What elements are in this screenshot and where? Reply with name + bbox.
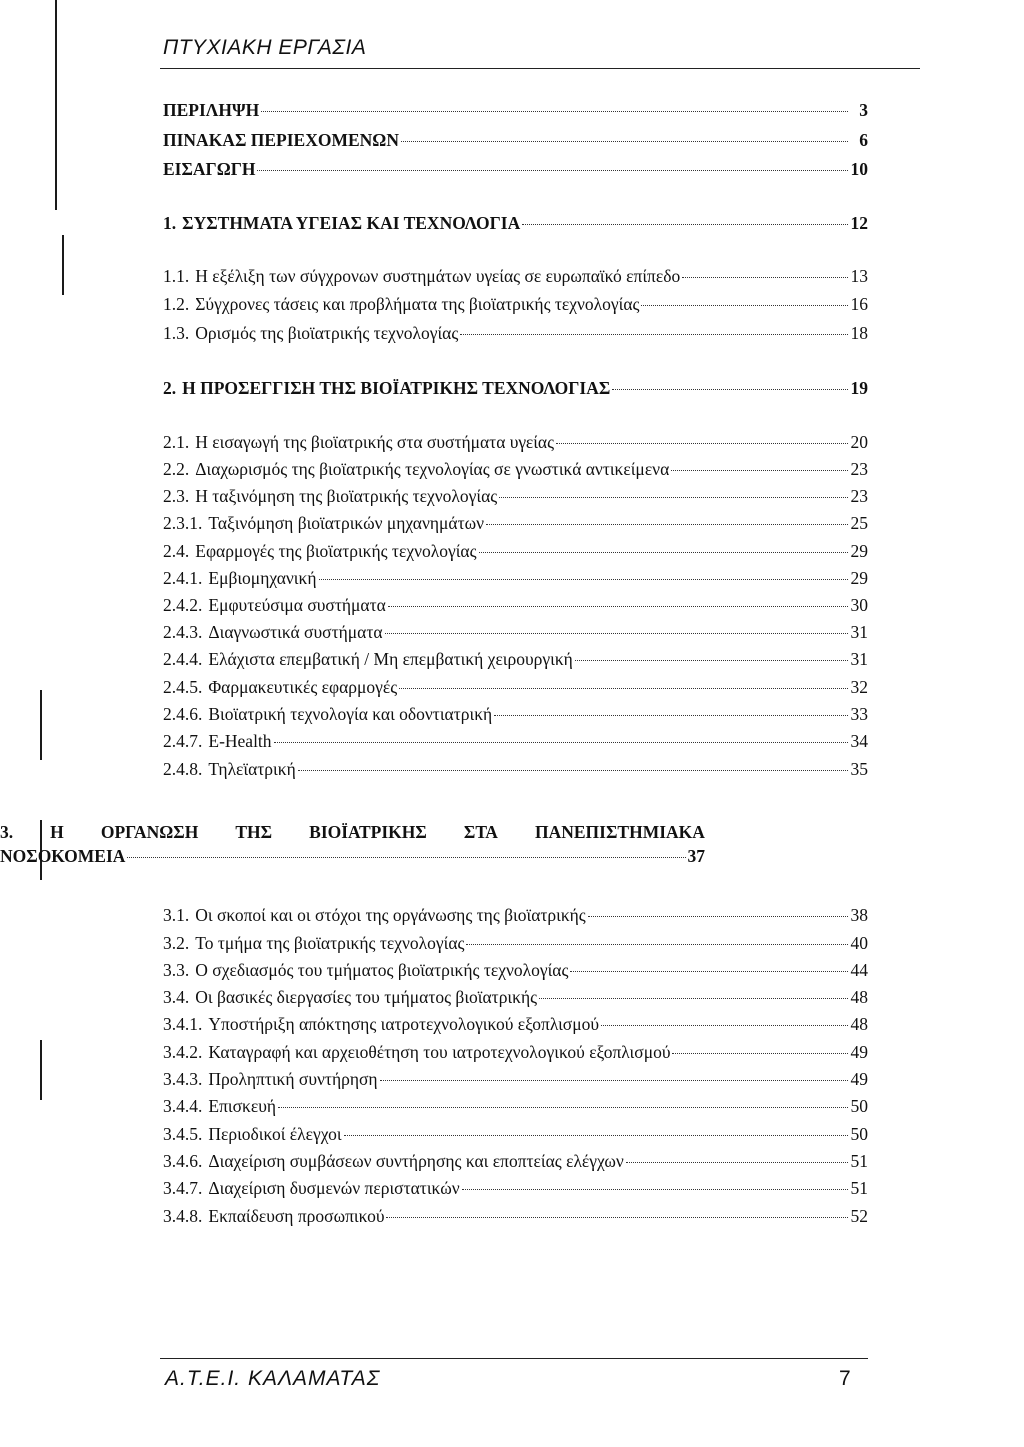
toc-entry[interactable] [163,1149,868,1173]
toc-entry-number: 2.4.2. [163,595,203,615]
dot-leader [274,741,848,743]
scan-edge-line [55,0,57,210]
toc-entry-title: Η εισαγωγή της βιοϊατρικής στα συστήματα υγείας [195,432,555,452]
toc-entry[interactable] [163,566,868,590]
dot-leader [127,856,685,858]
toc-entry-title: Διαχείριση συμβάσεων συντήρησης και εποπτείας ελέγχων [208,1151,624,1171]
toc-entry-title: Το τμήμα της βιοϊατρικής τεχνολογίας [195,933,465,953]
toc-entry[interactable] [163,1094,868,1118]
chapter-3-title-word: ΒΙΟΪΑΤΡΙΚΗΣ [309,822,427,842]
toc-entry[interactable] [163,1204,868,1228]
toc-entry-page-number: 48 [850,1014,868,1034]
toc-entry-page-number: 16 [850,294,868,314]
dot-leader [388,605,848,607]
toc-entry-title: ΕΙΣΑΓΩΓΗ [163,159,256,179]
toc-entry-title: Η εξέλιξη των σύγχρονων συστημάτων υγείας σε ευρωπαϊκό επίπεδο [195,266,681,286]
toc-entry-title: Η ΠΡΟΣΕΓΓΙΣΗ ΤΗΣ ΒΙΟΪΑΤΡΙΚΗΣ ΤΕΧΝΟΛΟΓΙΑΣ [182,378,611,398]
toc-entry-page-number: 3 [859,100,868,120]
toc-entry-number: 3.4. [163,987,190,1007]
dot-leader [385,632,848,634]
dot-leader [399,687,848,689]
toc-entry-number: 3.3. [163,960,190,980]
toc-entry-title: Περιοδικοί έλεγχοι [208,1124,342,1144]
toc-entry[interactable] [163,292,868,316]
toc-entry-title: ΠΕΡΙΛΗΨΗ [163,100,260,120]
dot-leader [626,1161,848,1163]
toc-entry-number: 2. [163,378,177,398]
toc-entry[interactable] [163,211,868,235]
toc-entry[interactable] [163,620,868,644]
dot-leader [601,1024,848,1026]
toc-entry-title: Προληπτική συντήρηση [208,1069,378,1089]
dot-leader [682,276,848,278]
toc-entry-title: Ο σχεδιασμός του τμήματος βιοϊατρικής τεχνολογίας [195,960,569,980]
toc-entry-title: Εμβιομηχανική [208,568,317,588]
scan-edge-line [40,1040,42,1100]
dot-leader [575,659,848,661]
chapter-3-number: 3. [0,822,14,842]
dot-leader [344,1134,848,1136]
toc-entry[interactable] [163,1122,868,1146]
dot-leader [539,997,848,999]
toc-entry-page-number: 30 [850,595,868,615]
toc-entry-number: 2.1. [163,432,190,452]
dot-leader [570,970,848,972]
toc-entry-title: Σύγχρονες τάσεις και προβλήματα της βιοϊατρικής τεχνολογίας [195,294,640,314]
toc-entry-number: 3.2. [163,933,190,953]
dot-leader [401,140,848,142]
toc-entry-page-number: 50 [850,1124,868,1144]
toc-entry-page-number: 23 [850,486,868,506]
toc-entry-title: Υποστήριξη απόκτησης ιατροτεχνολογικού εξοπλισμού [208,1014,600,1034]
toc-entry-page-number: 29 [850,541,868,561]
toc-entry-number: 1.2. [163,294,190,314]
chapter-3-title-word: ΤΗΣ [235,822,273,842]
toc-entry[interactable] [163,484,868,508]
chapter-3-title-word: ΟΡΓΑΝΩΣΗ [100,822,199,842]
toc-entry[interactable] [163,729,868,753]
chapter-3-title-line2 [0,844,705,868]
toc-entry-number: 3.4.5. [163,1124,203,1144]
toc-entry-number: 2.4.7. [163,731,203,751]
dot-leader [556,442,848,444]
toc-entry-chapter-3[interactable] [0,820,705,868]
dot-leader [257,169,848,171]
toc-entry-title: Βιοϊατρική τεχνολογία και οδοντιατρική [208,704,493,724]
dot-leader [588,915,848,917]
toc-entry-page-number: 25 [850,513,868,533]
toc-entry-number: 3.4.3. [163,1069,203,1089]
toc-entry-page-number: 40 [850,933,868,953]
toc-entry[interactable] [163,539,868,563]
toc-entry[interactable] [163,931,868,955]
chapter-3-title-word: ΠΑΝΕΠΙΣΤΗΜΙΑΚΑ [535,822,705,842]
toc-entry-page-number: 51 [850,1178,868,1198]
toc-entry-number: 2.4.4. [163,649,203,669]
toc-entry-title: ΠΙΝΑΚΑΣ ΠΕΡΙΕΧΟΜΕΝΩΝ [163,130,399,150]
toc-entry[interactable] [163,511,868,535]
toc-entry[interactable] [163,985,868,1009]
toc-entry[interactable] [163,98,868,122]
chapter-3-page-number: 37 [687,846,705,866]
toc-entry-number: 2.4.8. [163,759,203,779]
toc-entry-title: E-Health [208,731,272,751]
toc-entry-number: 2.4.1. [163,568,203,588]
toc-entry-page-number: 35 [850,759,868,779]
toc-entry-page-number: 18 [850,323,868,343]
dot-leader [462,1188,848,1190]
toc-entry-title: Ελάχιστα επεμβατική / Μη επεμβατική χειρουργική [208,649,573,669]
page-header-title: ΠΤΥΧΙΑΚΗ ΕΡΓΑΣΙΑ [163,36,367,59]
toc-entry-page-number: 32 [850,677,868,697]
toc-entry[interactable] [163,321,868,345]
toc-entry-title: ΣΥΣΤΗΜΑΤΑ ΥΓΕΙΑΣ ΚΑΙ ΤΕΧΝΟΛΟΓΙΑ [182,213,521,233]
toc-entry-title: Τηλεϊατρική [208,759,296,779]
toc-entry-title: Ορισμός της βιοϊατρικής τεχνολογίας [195,323,459,343]
toc-entry-page-number: 50 [850,1096,868,1116]
toc-entry-number: 1. [163,213,177,233]
toc-entry[interactable] [163,675,868,699]
toc-entry-title: Επισκευή [208,1096,277,1116]
toc-entry-title: Διαχείριση δυσμενών περιστατικών [208,1178,460,1198]
toc-entry-page-number: 34 [850,731,868,751]
toc-entry[interactable] [163,430,868,454]
dot-leader [486,523,848,525]
toc-entry-title: Οι βασικές διεργασίες του τμήματος βιοϊατρικής [195,987,538,1007]
dot-leader [278,1106,848,1108]
dot-leader [499,496,848,498]
chapter-3-title-word: ΣΤΑ [463,822,498,842]
toc-entry-number: 2.2. [163,459,190,479]
toc-entry-number: 3.4.2. [163,1042,203,1062]
toc-entry[interactable] [163,457,868,481]
dot-leader [671,469,848,471]
toc-entry-number: 1.3. [163,323,190,343]
toc-entry-title: Ταξινόμηση βιοϊατρικών μηχανημάτων [208,513,485,533]
header-rule [160,68,920,69]
toc-entry-page-number: 12 [850,213,868,233]
toc-entry[interactable] [163,903,868,927]
dot-leader [494,714,848,716]
toc-entry-number: 2.4.6. [163,704,203,724]
dot-leader [261,110,848,112]
toc-entry[interactable] [163,647,868,671]
toc-entry[interactable] [163,376,868,400]
toc-entry-number: 2.4.5. [163,677,203,697]
toc-entry-number: 3.4.1. [163,1014,203,1034]
toc-entry-page-number: 19 [850,378,868,398]
scan-edge-line [40,690,42,760]
toc-entry-title: Καταγραφή και αρχειοθέτηση του ιατροτεχνολογικού εξοπλισμού [208,1042,671,1062]
toc-entry-page-number: 51 [850,1151,868,1171]
toc-entry-title: Εκπαίδευση προσωπικού [208,1206,385,1226]
dot-leader [612,388,848,390]
dot-leader [380,1079,848,1081]
toc-entry-title: Οι σκοποί και οι στόχοι της οργάνωσης της βιοϊατρικής [195,905,586,925]
toc-entry-title: Διαγνωστικά συστήματα [208,622,383,642]
toc-entry-number: 3.1. [163,905,190,925]
toc-entry-page-number: 23 [850,459,868,479]
toc-entry-page-number: 31 [850,649,868,669]
toc-entry-page-number: 33 [850,704,868,724]
toc-entry-page-number: 38 [850,905,868,925]
footer-page-number: 7 [839,1367,851,1390]
dot-leader [460,333,848,335]
toc-entry[interactable] [163,128,868,152]
toc-entry[interactable] [163,702,868,726]
toc-entry[interactable] [163,958,868,982]
toc-entry-page-number: 6 [859,130,868,150]
toc-entry-page-number: 29 [850,568,868,588]
toc-entry-number: 2.3.1. [163,513,203,533]
toc-entry-title: Η ταξινόμηση της βιοϊατρικής τεχνολογίας [195,486,498,506]
toc-entry[interactable] [163,1176,868,1200]
toc-entry-page-number: 31 [850,622,868,642]
toc-entry-title: Φαρμακευτικές εφαρμογές [208,677,398,697]
dot-leader [386,1216,848,1218]
toc-entry-page-number: 10 [850,159,868,179]
toc-entry-number: 2.4. [163,541,190,561]
toc-entry-title: Εμφυτεύσιμα συστήματα [208,595,386,615]
dot-leader [641,304,848,306]
toc-entry-number: 2.3. [163,486,190,506]
toc-entry-page-number: 49 [850,1069,868,1089]
toc-entry-number: 1.1. [163,266,190,286]
toc-entry-number: 3.4.6. [163,1151,203,1171]
dot-leader [522,223,848,225]
dot-leader [298,769,848,771]
toc-entry-title: Εφαρμογές της βιοϊατρικής τεχνολογίας [195,541,477,561]
toc-entry[interactable] [163,1012,868,1036]
toc-entry-page-number: 48 [850,987,868,1007]
dot-leader [672,1052,848,1054]
footer-institution: Α.Τ.Ε.Ι. ΚΑΛΑΜΑΤΑΣ [165,1367,381,1390]
toc-entry-title: Διαχωρισμός της βιοϊατρικής τεχνολογίας σε γνωστικά αντικείμενα [195,459,670,479]
dot-leader [479,551,848,553]
footer-rule [160,1358,868,1359]
toc-entry-number: 3.4.8. [163,1206,203,1226]
toc-entry-page-number: 49 [850,1042,868,1062]
toc-entry[interactable] [163,1040,868,1064]
toc-entry-number: 3.4.4. [163,1096,203,1116]
chapter-3-title-word: Η [50,822,64,842]
dot-leader [466,943,848,945]
toc-entry-page-number: 44 [850,960,868,980]
scan-edge-line [62,235,64,295]
toc-entry-page-number: 13 [850,266,868,286]
toc-entry[interactable] [163,1067,868,1091]
toc-entry[interactable] [163,757,868,781]
toc-entry-number: 2.4.3. [163,622,203,642]
chapter-3-title-continuation: ΝΟΣΟΚΟΜΕΙΑ [0,846,126,866]
chapter-3-title-line1 [0,820,705,844]
toc-entry[interactable] [163,264,868,288]
toc-entry[interactable] [163,593,868,617]
toc-entry-page-number: 52 [850,1206,868,1226]
toc-entry-page-number: 20 [850,432,868,452]
toc-entry-number: 3.4.7. [163,1178,203,1198]
dot-leader [319,578,849,580]
toc-entry[interactable] [163,157,868,181]
